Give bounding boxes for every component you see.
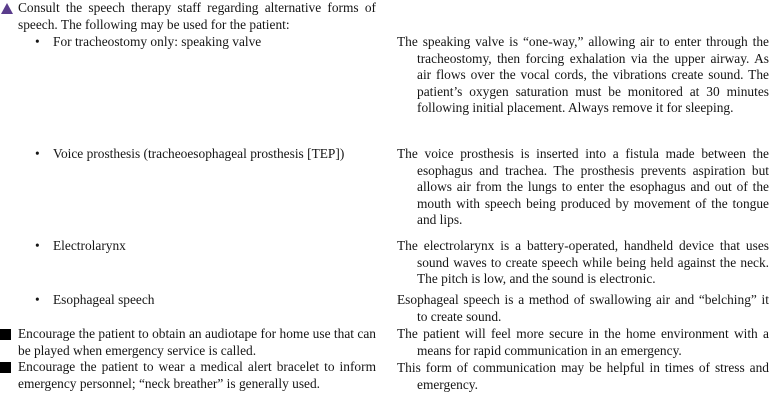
explanation-electrolarynx: The electrolarynx is a battery-operated, handheld device that uses sound waves to create speech while being held against the neck. The pitch is low, and the sound is electronic. [397,238,769,287]
dot-bullet-icon: • [35,292,40,307]
list-item-speaking-valve [35,34,376,51]
list-item-voice-prosthesis [35,146,376,163]
list-item-text: For tracheostomy only: speaking valve [53,34,262,49]
explanation-medical-alert: This form of communication may be helpful in times of stress and emergency. [397,360,769,392]
square-bullet-icon [0,329,11,340]
explanation-esophageal-speech: Esophageal speech is a method of swallowing air and “belching” it to create sound. [397,292,769,324]
list-item-text: Voice prosthesis (tracheoesophageal prosthesis [TEP]) [53,146,345,161]
list-item-text: Encourage the patient to obtain an audiotape for home use that can be played when emergency service is called. [18,326,376,358]
dot-bullet-icon: • [35,146,40,161]
list-item-text: Encourage the patient to wear a medical alert bracelet to inform emergency personnel; “neck breather” is generally used. [18,359,376,391]
explanation-audiotape: The patient will feel more secure in the home environment with a means for rapid communication in an emergency. [397,326,769,358]
dot-bullet-icon: • [35,238,40,253]
explanation-speaking-valve: The speaking valve is “one-way,” allowing air to enter through the tracheostomy, then forcing exhalation via the upper airway. As air flows over the vocal cords, the vibrations create sound. The patient’s oxygen saturation must be monitored at 30 minutes following initial placement. Always remove it for sleeping. [397,34,769,116]
list-item-audiotape [0,326,376,359]
list-item-consult-speech-therapy [0,0,376,33]
list-item-text: Electrolarynx [53,238,126,253]
triangle-bullet-icon [1,3,13,14]
list-item-medical-alert-bracelet [0,359,376,392]
list-item-text: Esophageal speech [53,292,155,307]
list-item-text: Consult the speech therapy staff regarding alternative forms of speech. The following may be used for the patient: [18,0,376,32]
square-bullet-icon [0,362,11,373]
list-item-esophageal-speech [35,292,376,309]
list-item-electrolarynx [35,238,376,255]
explanation-voice-prosthesis: The voice prosthesis is inserted into a fistula made between the esophagus and trachea. The prosthesis prevents aspiration but allows air from the lungs to enter the esophagus and out of the mouth with speech being produced by movement of the tongue and lips. [397,146,769,228]
dot-bullet-icon: • [35,34,40,49]
